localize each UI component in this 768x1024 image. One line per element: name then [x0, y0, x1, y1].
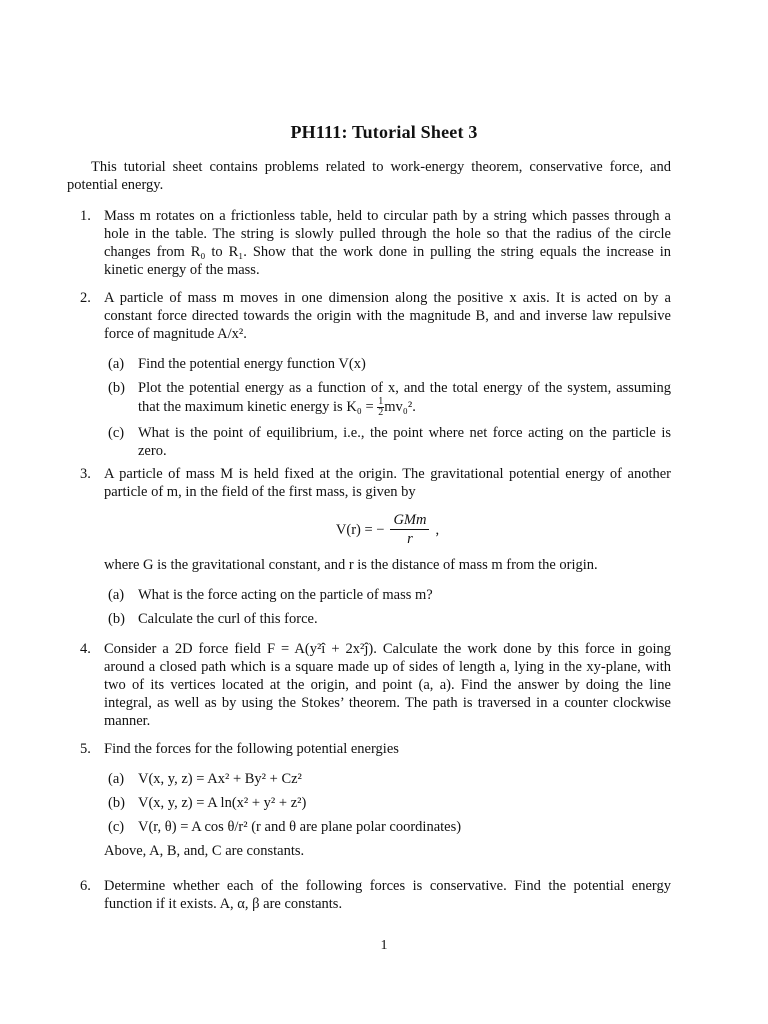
sub-label: (b)	[108, 611, 125, 627]
problem-number: 3.	[80, 466, 91, 482]
formula-fraction	[390, 511, 429, 548]
potential-formula	[104, 511, 671, 548]
subproblem-b	[104, 610, 671, 628]
problem-text: A particle of mass m moves in one dimension along the positive x axis. It is acted on by a constant force directed towards the origin with the magnitude B, and and inverse law repulsive force of magnitude A/x².	[104, 290, 671, 342]
subproblem-a	[104, 586, 671, 604]
subproblem-b	[104, 794, 671, 812]
problem-2	[80, 289, 671, 460]
sub-label: (c)	[108, 819, 125, 835]
problem-text: A particle of mass M is held fixed at the origin. The gravitational potential energy of another particle of m, in the field of the first mass, is given by	[104, 466, 671, 500]
formula-lhs: V(r) = −	[335, 521, 385, 538]
subproblem-c	[104, 424, 671, 460]
sub-label: (b)	[108, 380, 125, 396]
problem-body	[104, 465, 671, 628]
problem-body	[104, 740, 671, 860]
problem-4	[80, 640, 671, 730]
sub-label: (c)	[108, 425, 125, 441]
sub-label: (a)	[108, 771, 125, 787]
frac-num: 1	[378, 396, 384, 407]
problem-followup: Above, A, B, and, C are constants.	[104, 843, 305, 859]
sub-text: What is the point of equilibrium, i.e., the point where net force acting on the particle is zero.	[138, 425, 671, 459]
problem-followup: where G is the gravitational constant, and r is the distance of mass m from the origin.	[104, 557, 598, 573]
subproblem-a	[104, 355, 671, 373]
frac-den: 2	[378, 407, 384, 418]
subproblem-c	[104, 818, 671, 836]
problem-5	[80, 740, 671, 860]
problem-3	[80, 465, 671, 628]
page-title: PH111: Tutorial Sheet 3	[290, 122, 478, 142]
problem-number: 6.	[80, 878, 91, 894]
problem-6	[80, 877, 671, 913]
problem-text: Consider a 2D force field F = A(y²î + 2x²ĵ). Calculate the work done by this force in going around a closed path which is a square made up of sides of length a, lying in the xy-plane, with two of its vertices located at the origin, and point (a, a). Find the answer by doing the line integral, as well as by using the Stokes’ theorem. The path is traversed in a counter clockwise manner.	[104, 641, 671, 729]
formula-numerator: GMm	[390, 511, 429, 530]
formula-denominator: r	[407, 531, 413, 547]
page-number: 1	[380, 938, 388, 953]
problem-number: 1.	[80, 208, 91, 224]
sub-label: (a)	[108, 356, 125, 372]
problem-number: 4.	[80, 641, 91, 657]
sub-text: Plot the potential energy as a function of x, and the total energy of the system, assuming that the maximum kinetic energy is K₀ =	[138, 380, 671, 415]
sub-text: V(x, y, z) = Ax² + By² + Cz²	[138, 771, 302, 787]
sub-text: What is the force acting on the particle of mass m?	[138, 587, 433, 603]
problem-number: 2.	[80, 290, 91, 306]
formula-tail: ,	[435, 521, 440, 538]
problem-1	[80, 207, 671, 279]
problem-text: Determine whether each of the following forces is conservative. Find the potential energy function if it exists. A, α, β are constants.	[104, 878, 671, 912]
sub-label: (a)	[108, 587, 125, 603]
sub-text-tail: mv₀².	[384, 398, 416, 415]
sub-text: Calculate the curl of this force.	[138, 611, 318, 627]
subproblem-b	[104, 379, 671, 418]
sub-label: (b)	[108, 795, 125, 811]
intro-paragraph: This tutorial sheet contains problems related to work-energy theorem, conservative force, and potential energy.	[67, 159, 671, 193]
subproblem-a	[104, 770, 671, 788]
sub-text: V(x, y, z) = A ln(x² + y² + z²)	[138, 795, 307, 811]
problem-number: 5.	[80, 741, 91, 757]
problem-text: Mass m rotates on a frictionless table, held to circular path by a string which passes through a hole in the table. The string is slowly pulled through the hole so that the radius of the circle changes from R₀ to R₁. Show that the work done in pulling the string equals the increase in kinetic energy of the mass.	[104, 208, 671, 278]
problem-text: Find the forces for the following potential energies	[104, 741, 399, 757]
problem-body	[104, 289, 671, 460]
sub-text: Find the potential energy function V(x)	[138, 356, 366, 372]
sub-text: V(r, θ) = A cos θ/r² (r and θ are plane polar coordinates)	[138, 819, 462, 835]
